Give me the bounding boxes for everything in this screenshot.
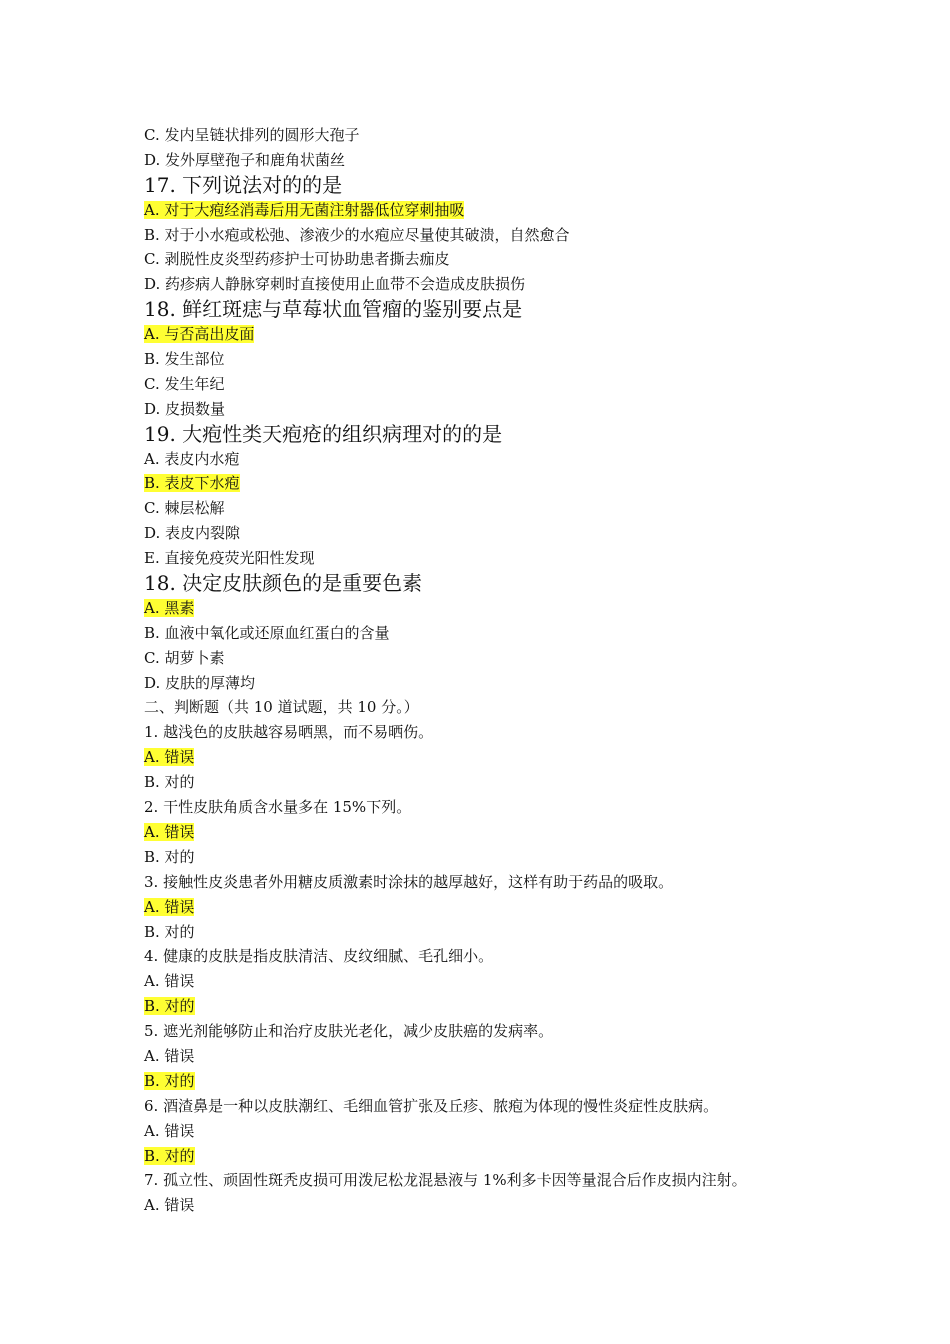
text-line — [144, 621, 844, 646]
highlighted-answer: A. 对于大疱经消毒后用无菌注射器低位穿刺抽吸 — [144, 200, 465, 219]
text-line — [144, 720, 844, 745]
question-heading — [144, 422, 844, 447]
text-line — [144, 372, 844, 397]
text-line — [144, 870, 844, 895]
text-line — [144, 521, 844, 546]
text-line — [144, 695, 844, 720]
text-line — [144, 471, 844, 496]
line-text: B. 对的 — [144, 847, 195, 866]
text-line — [144, 198, 844, 223]
text-line — [144, 820, 844, 845]
line-text: C. 剥脱性皮炎型药疹护士可协助患者撕去痂皮 — [144, 250, 450, 269]
text-line — [144, 895, 844, 920]
highlighted-answer: A. 与否高出皮面 — [144, 325, 255, 344]
text-line — [144, 1168, 844, 1193]
text-line — [144, 845, 844, 870]
line-text: C. 发生年纪 — [144, 374, 225, 393]
text-line — [144, 969, 844, 994]
question-heading — [144, 297, 844, 322]
line-text: B. 对的 — [144, 773, 195, 792]
highlighted-answer: A. 错误 — [144, 822, 195, 841]
line-text: C. 胡萝卜素 — [144, 648, 225, 667]
text-line — [144, 944, 844, 969]
line-text: 19. 大疱性类天疱疮的组织病理对的的是 — [144, 421, 503, 446]
text-line — [144, 546, 844, 571]
line-text: D. 皮肤的厚薄均 — [144, 673, 256, 692]
text-line — [144, 795, 844, 820]
line-text: D. 表皮内裂隙 — [144, 524, 241, 543]
text-line — [144, 770, 844, 795]
line-text: 5. 遮光剂能够防止和治疗皮肤光老化，减少皮肤癌的发病率。 — [144, 1022, 554, 1041]
line-text: 1. 越浅色的皮肤越容易晒黑，而不易晒伤。 — [144, 723, 434, 742]
text-line — [144, 272, 844, 297]
text-line — [144, 223, 844, 248]
line-text: B. 血液中氧化或还原血红蛋白的含量 — [144, 623, 390, 642]
line-text: 17. 下列说法对的的是 — [144, 172, 343, 197]
line-text: A. 错误 — [144, 1121, 195, 1140]
line-text: 2. 干性皮肤角质含水量多在 15%下列。 — [144, 798, 412, 817]
text-line — [144, 1193, 844, 1218]
text-line — [144, 994, 844, 1019]
text-line — [144, 1144, 844, 1169]
line-text: A. 错误 — [144, 1046, 195, 1065]
line-text: B. 对于小水疱或松弛、渗液少的水疱应尽量使其破溃，自然愈合 — [144, 225, 570, 244]
text-line — [144, 247, 844, 272]
line-text: 18. 鲜红斑痣与草莓状血管瘤的鉴别要点是 — [144, 297, 523, 322]
text-line — [144, 596, 844, 621]
text-line — [144, 397, 844, 422]
text-line — [144, 671, 844, 696]
line-text: D. 皮损数量 — [144, 399, 226, 418]
text-line — [144, 920, 844, 945]
text-line — [144, 447, 844, 472]
text-line — [144, 745, 844, 770]
text-line — [144, 1119, 844, 1144]
line-text: 4. 健康的皮肤是指皮肤清洁、皮纹细腻、毛孔细小。 — [144, 947, 494, 966]
text-line — [144, 322, 844, 347]
question-heading — [144, 173, 844, 198]
text-line — [144, 1044, 844, 1069]
line-text: D. 药疹病人静脉穿刺时直接使用止血带不会造成皮肤损伤 — [144, 275, 526, 294]
line-text: 7. 孤立性、顽固性斑秃皮损可用泼尼松龙混悬液与 1%利多卡因等量混合后作皮损内注射。 — [144, 1171, 747, 1190]
line-text: B. 对的 — [144, 922, 195, 941]
line-text: C. 棘层松解 — [144, 499, 225, 518]
line-text: 6. 酒渣鼻是一种以皮肤潮红、毛细血管扩张及丘疹、脓疱为体现的慢性炎症性皮肤病。 — [144, 1096, 719, 1115]
line-text: C. 发内呈链状排列的圆形大孢子 — [144, 126, 360, 144]
text-line — [144, 148, 844, 173]
text-line — [144, 123, 844, 148]
line-text: 二、判断题（共 10 道试题，共 10 分。） — [144, 698, 419, 717]
highlighted-answer: A. 错误 — [144, 748, 195, 767]
question-heading — [144, 571, 844, 596]
highlighted-answer: A. 黑素 — [144, 598, 195, 617]
line-text: A. 错误 — [144, 972, 195, 991]
line-text: E. 直接免疫荧光阳性发现 — [144, 549, 315, 568]
text-line — [144, 646, 844, 671]
line-text: 18. 决定皮肤颜色的是重要色素 — [144, 571, 423, 596]
line-text: D. 发外厚壁孢子和鹿角状菌丝 — [144, 150, 346, 169]
highlighted-answer: B. 对的 — [144, 1071, 195, 1090]
highlighted-answer: B. 对的 — [144, 1146, 195, 1165]
line-text: A. 表皮内水疱 — [144, 449, 240, 468]
text-line — [144, 347, 844, 372]
line-text: 3. 接触性皮炎患者外用糖皮质激素时涂抹的越厚越好，这样有助于药品的吸取。 — [144, 872, 674, 891]
highlighted-answer: A. 错误 — [144, 897, 195, 916]
text-line — [144, 1094, 844, 1119]
text-line — [144, 1019, 844, 1044]
line-text: A. 错误 — [144, 1196, 195, 1215]
line-text: B. 发生部位 — [144, 350, 225, 369]
highlighted-answer: B. 对的 — [144, 997, 195, 1016]
text-line — [144, 1069, 844, 1094]
text-line — [144, 496, 844, 521]
document-body — [144, 123, 844, 1218]
highlighted-answer: B. 表皮下水疱 — [144, 474, 240, 493]
